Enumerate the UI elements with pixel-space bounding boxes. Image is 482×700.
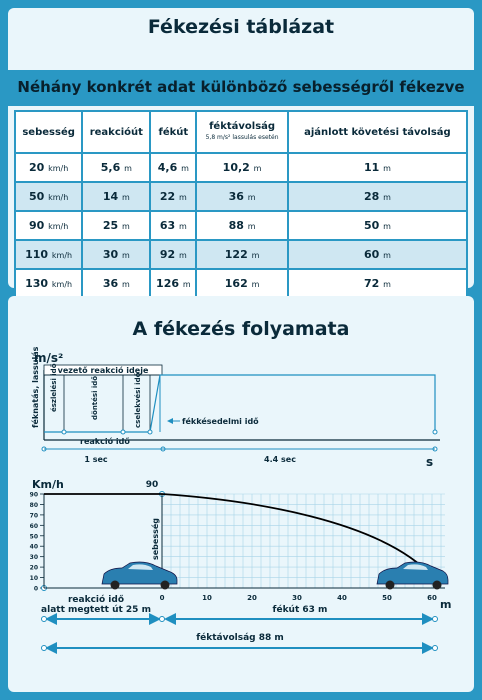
cell-unit: km/h xyxy=(48,164,69,173)
cell-unit: m xyxy=(383,164,391,173)
top-y-label: féknatás, lassulás xyxy=(31,346,40,428)
y-tick-label: 70 xyxy=(29,512,38,520)
cell-unit: m xyxy=(251,280,260,289)
cell-value: 63 xyxy=(159,219,180,232)
top-x-unit: s xyxy=(426,455,434,469)
phase-action-label: cselekvési idő xyxy=(134,372,142,428)
header-reaction-distance: reakcióút xyxy=(82,111,150,153)
y-tick-label: 90 xyxy=(29,491,38,499)
cell-value: 126 xyxy=(156,277,183,290)
top-marker xyxy=(148,430,152,434)
cell-value: 50 xyxy=(363,219,384,232)
x-tick-label: 40 xyxy=(337,594,347,602)
cell-value: 10,2 xyxy=(222,161,254,174)
cell-unit: m xyxy=(383,251,391,260)
distance-marker xyxy=(433,617,438,622)
cell-value: 122 xyxy=(224,248,252,261)
x-tick-label: 50 xyxy=(382,594,392,602)
cell-unit: m xyxy=(247,222,256,231)
cell-unit: m xyxy=(383,222,391,231)
top-y-unit: m/s² xyxy=(34,351,64,365)
cell-unit: m xyxy=(122,193,130,202)
cell-unit: m xyxy=(179,222,187,231)
header-braking-distance: fékút xyxy=(150,111,196,153)
cell-unit: m xyxy=(383,193,391,202)
distance-x-ticks xyxy=(42,492,437,603)
y-tick-label: 0 xyxy=(33,585,38,593)
cell-value: 162 xyxy=(224,277,252,290)
cell-value: 36 xyxy=(228,190,248,203)
brake-delay-label: fékkésedelmi idő xyxy=(182,417,259,426)
header-deceleration-note: 5,8 m/s² lassulás esetén xyxy=(205,134,279,141)
y-tick-label: 20 xyxy=(29,564,38,572)
cell-unit: m xyxy=(122,280,130,289)
table-subtitle: Néhány konkrét adat különböző sebességről fékezve xyxy=(17,78,465,96)
x-tick-label: 30 xyxy=(292,594,302,602)
header-speed: sebesség xyxy=(15,111,82,153)
y-tick-label: 40 xyxy=(29,543,38,551)
y-tick-label: 10 xyxy=(29,575,38,583)
cell-value: 110 xyxy=(25,248,52,261)
y-tick-label: 60 xyxy=(29,522,38,530)
section-title: A fékezés folyamata xyxy=(132,318,350,340)
cell-value: 60 xyxy=(363,248,384,261)
speed-curve xyxy=(44,494,432,576)
cell-value: 14 xyxy=(102,190,122,203)
deceleration-rise xyxy=(44,375,165,432)
cell-unit: km/h xyxy=(48,222,69,231)
stopping-distance-label: féktávolság 88 m xyxy=(196,633,284,643)
header-stopping-label: féktávolság xyxy=(209,121,276,132)
cell-value: 5,6 xyxy=(100,161,125,174)
cell-unit: m xyxy=(182,280,191,289)
braking-distance-label: fékút 63 m xyxy=(272,605,328,615)
cell-value: 25 xyxy=(102,219,122,232)
cell-value: 130 xyxy=(25,277,52,290)
cell-unit: m xyxy=(247,193,256,202)
y-tick-label: 50 xyxy=(29,533,38,541)
cell-value: 92 xyxy=(159,248,180,261)
bottom-x-unit: m xyxy=(440,598,452,611)
cell-value: 20 xyxy=(28,161,49,174)
time-1-label: 1 sec xyxy=(84,455,108,464)
cell-value: 4,6 xyxy=(157,161,182,174)
distance-marker xyxy=(42,617,47,622)
cell-value: 28 xyxy=(363,190,384,203)
top-marker xyxy=(121,430,125,434)
top-marker xyxy=(433,430,437,434)
cell-value: 72 xyxy=(363,277,384,290)
reaction-distance-label-2: alatt megtett út 25 m xyxy=(41,605,151,615)
cell-value: 11 xyxy=(363,161,384,174)
cell-unit: km/h xyxy=(51,251,73,260)
bottom-y-label: sebesség xyxy=(151,517,160,560)
cell-unit: m xyxy=(253,164,262,173)
distance-marker xyxy=(433,646,438,651)
cell-value: 90 xyxy=(28,219,49,232)
time-2-label: 4.4 sec xyxy=(264,455,296,464)
y-tick-label: 80 xyxy=(29,501,38,509)
bottom-y-unit: Km/h xyxy=(32,478,64,491)
phase-perception-label: észlelési idő xyxy=(50,363,58,412)
speed-y-ticks xyxy=(30,492,44,593)
driver-reaction-label: vezető reakció ideje xyxy=(57,366,149,375)
x-tick-label: 20 xyxy=(247,594,257,602)
car-start-icon xyxy=(102,562,177,590)
cell-value: 50 xyxy=(28,190,49,203)
distance-marker xyxy=(160,617,165,622)
x-tick-label: 0 xyxy=(159,594,165,602)
cell-unit: m xyxy=(383,280,391,289)
reaction-time-label: reakció idő xyxy=(80,437,130,446)
cell-unit: m xyxy=(122,222,130,231)
cell-unit: km/h xyxy=(48,193,69,202)
phase-decision-label: döntési idő xyxy=(91,375,99,420)
cell-unit: m xyxy=(251,251,260,260)
x-tick-label: 10 xyxy=(202,594,212,602)
start-speed-label: 90 xyxy=(145,480,159,490)
cell-unit: m xyxy=(124,164,132,173)
reaction-distance-label-1: reakció idő xyxy=(67,595,125,605)
x-tick-label: 60 xyxy=(427,594,437,602)
cell-value: 36 xyxy=(102,277,122,290)
cell-value: 88 xyxy=(228,219,248,232)
cell-unit: m xyxy=(122,251,130,260)
cell-unit: m xyxy=(181,164,189,173)
distance-marker xyxy=(42,646,47,651)
cell-unit: m xyxy=(179,251,187,260)
page-title: Fékezési táblázat xyxy=(147,16,335,38)
y-tick-label: 30 xyxy=(29,554,38,562)
cell-unit: km/h xyxy=(51,280,73,289)
car-stop-icon xyxy=(377,562,448,590)
top-marker xyxy=(62,430,66,434)
cell-value: 30 xyxy=(102,248,122,261)
cell-unit: m xyxy=(179,193,187,202)
header-following-distance: ajánlott követési távolság xyxy=(288,111,467,153)
cell-value: 22 xyxy=(159,190,180,203)
